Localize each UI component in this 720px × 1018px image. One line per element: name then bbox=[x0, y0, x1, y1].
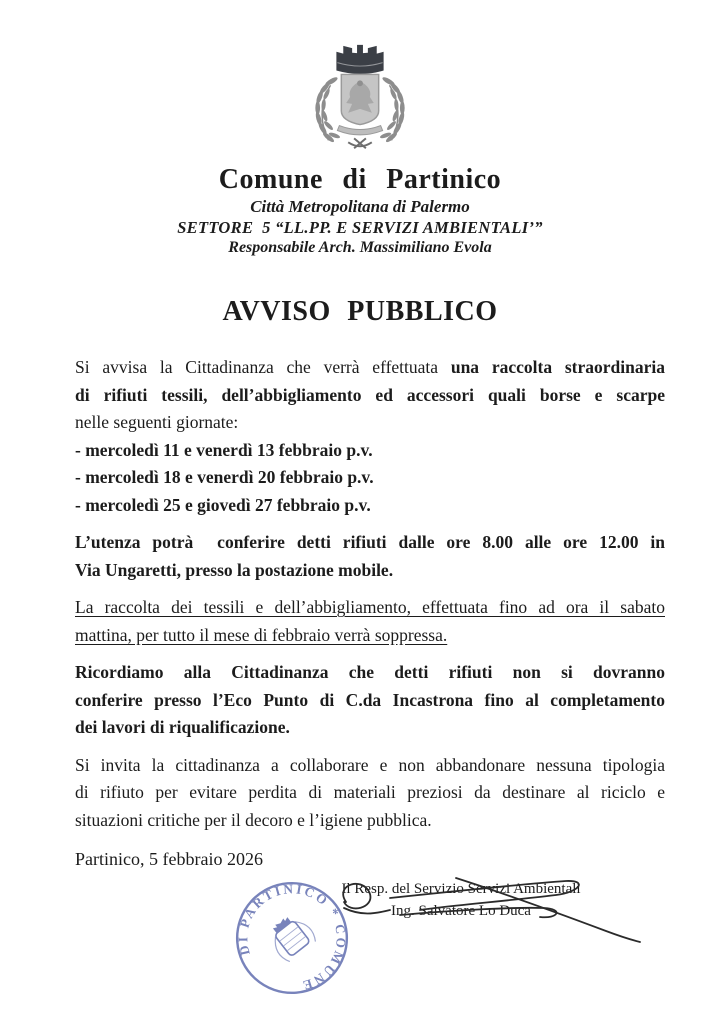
place-date-line: Partinico, 5 febbraio 2026 bbox=[75, 849, 263, 869]
wreath-tie bbox=[348, 138, 372, 148]
paragraph-invitation-line-3: situazioni critiche per il decoro e l’igiene pubblica. bbox=[75, 809, 432, 830]
responsible-line: Responsabile Arch. Massimiliano Evola bbox=[228, 239, 492, 256]
paragraph-eco-punto bbox=[75, 659, 665, 742]
paragraph-hours-line-1: L’utenza potrà conferire detti rifiuti dalle ore 8.00 alle ore 12.00 in bbox=[75, 532, 665, 552]
paragraph-schedule-list-line-2: - mercoledì 18 e venerdì 20 febbraio p.v. bbox=[75, 467, 374, 487]
paragraph-eco-punto-line-2: conferire presso l’Eco Punto di C.da Incastrona fino al completamento bbox=[75, 689, 665, 710]
paragraph-schedule-list-line-1: - mercoledì 11 e venerdì 13 febbraio p.v. bbox=[75, 439, 373, 460]
signer-name: Ing. Salvatore Lo Duca bbox=[391, 903, 531, 919]
stamp-ring-text: DI PARTINICO * COMUNE bbox=[235, 881, 350, 994]
paragraph-suppression bbox=[75, 594, 665, 649]
paragraph-hours-line-2: Via Ungaretti, presso la postazione mobile. bbox=[75, 559, 394, 580]
laurel-branch-left bbox=[315, 76, 341, 144]
paragraph-intro-line-1: Si avvisa la Cittadinanza che verrà effettuata una raccolta straordinaria bbox=[75, 357, 665, 377]
signature-block bbox=[330, 878, 592, 922]
metropolitan-city-line: Città Metropolitana di Palermo bbox=[250, 197, 470, 216]
paragraph-eco-punto-line-3: dei lavori di riqualificazione. bbox=[75, 717, 290, 737]
crown-shape bbox=[336, 45, 383, 74]
paragraph-invitation-line-2: di rifiuto per evitare perdita di materiali preziosi da destinare al riciclo e bbox=[75, 782, 665, 802]
paragraph-eco-punto-line-1: Ricordiamo alla Cittadinanza che detti rifiuti non si dovranno bbox=[75, 662, 665, 682]
notice-body bbox=[75, 354, 665, 834]
signer-role: Il Resp. del Servizio Servizi Ambientali bbox=[341, 881, 581, 897]
notice-title: AVVISO PUBBLICO bbox=[222, 296, 498, 327]
paragraph-intro bbox=[75, 354, 665, 437]
shield-eagle-head bbox=[357, 80, 363, 86]
municipality-name: Comune di Partinico bbox=[218, 164, 502, 195]
paragraph-invitation bbox=[75, 752, 665, 835]
shield-plinth bbox=[337, 126, 382, 135]
paragraph-suppression-line-2: mattina, per tutto il mese di febbraio verrà soppressa. bbox=[75, 624, 448, 645]
paragraph-invitation-line-1: Si invita la cittadinanza a collaborare e non abbandonare nessuna tipologia bbox=[75, 754, 665, 775]
sector-line: SETTORE 5 “LL.PP. E SERVIZI AMBIENTALI’” bbox=[177, 218, 543, 237]
municipal-coat-of-arms-icon bbox=[290, 40, 430, 160]
paragraph-schedule-list bbox=[75, 437, 665, 520]
paragraph-suppression-line-1: La raccolta dei tessili e dell’abbigliamento, effettuata fino ad ora il sabato bbox=[75, 597, 665, 617]
paragraph-schedule-list-line-3: - mercoledì 25 e giovedì 27 febbraio p.v. bbox=[75, 494, 371, 515]
laurel-branch-right bbox=[379, 76, 405, 144]
stamp-inner-crest bbox=[263, 909, 318, 964]
paragraph-intro-line-3: nelle seguenti giornate: bbox=[75, 412, 239, 432]
paragraph-intro-line-2: di rifiuti tessili, dell’abbigliamento ed accessori quali borse e scarpe bbox=[75, 384, 665, 405]
document-header bbox=[0, 0, 720, 258]
paragraph-hours bbox=[75, 529, 665, 584]
